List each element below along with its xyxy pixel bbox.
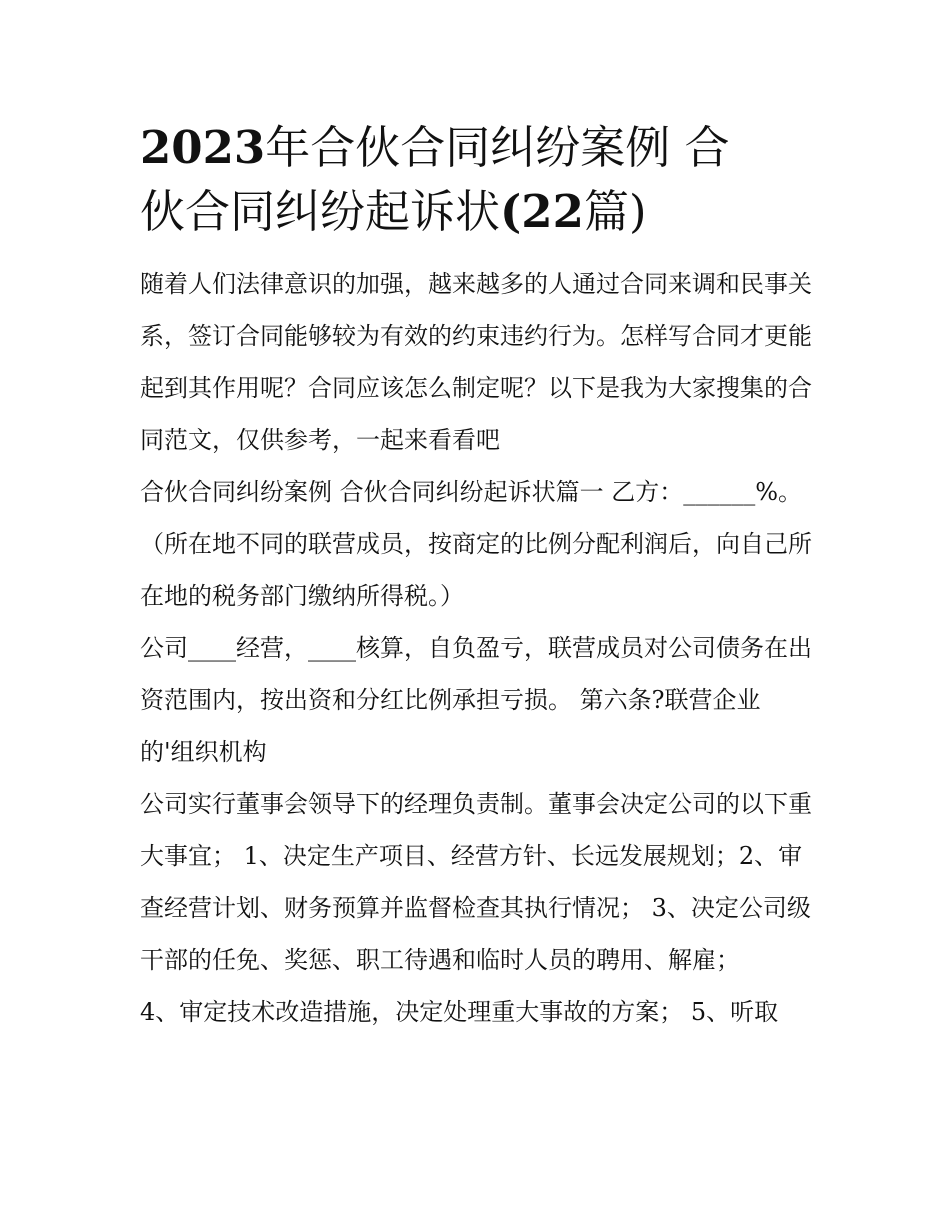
paragraph-4: 4、审定技术改造措施，决定处理重大事故的方案； 5、听取 [140, 998, 779, 1026]
intro-paragraph: 随着人们法律意识的加强，越来越多的人通过合同来调和民事关系，签订合同能够较为有效的约束违约行为。怎样写合同才更能起到其作用呢？合同应该怎么制定呢？以下是我为大家搜集的合同范文，仅供参考，一起来看看吧 [140, 270, 812, 454]
paragraph-3: 公司实行董事会领导下的经理负责制。董事会决定公司的以下重大事宜； 1、决定生产项目、经营方针、长远发展规划；2、审查经营计划、财务预算并监督检查其执行情况； 3、决定公司级干部的任免、奖惩、职工待遇和临时人员的聘用、解雇； [140, 790, 812, 974]
document-title [140, 116, 812, 244]
paragraph-1: 合伙合同纠纷案例 合伙合同纠纷起诉状篇一 乙方：______%。（所在地不同的联营成员，按商定的比例分配利润后，向自己所在地的税务部门缴纳所得税。） [140, 478, 812, 610]
title-line2-text: 伙合同纠纷起诉状 [140, 185, 501, 238]
document-page [140, 116, 812, 1038]
title-line2-end: 篇) [583, 185, 647, 238]
title-year: 2023 [140, 121, 266, 174]
paragraph-2: 公司____经营，____核算，自负盈亏，联营成员对公司债务在出资范围内，按出资和分红比例承担亏损。 第六条?联营企业的'组织机构 [140, 634, 812, 766]
title-count: (22 [500, 185, 584, 238]
title-line1-text: 年合伙合同纠纷案例 合 [265, 121, 730, 174]
